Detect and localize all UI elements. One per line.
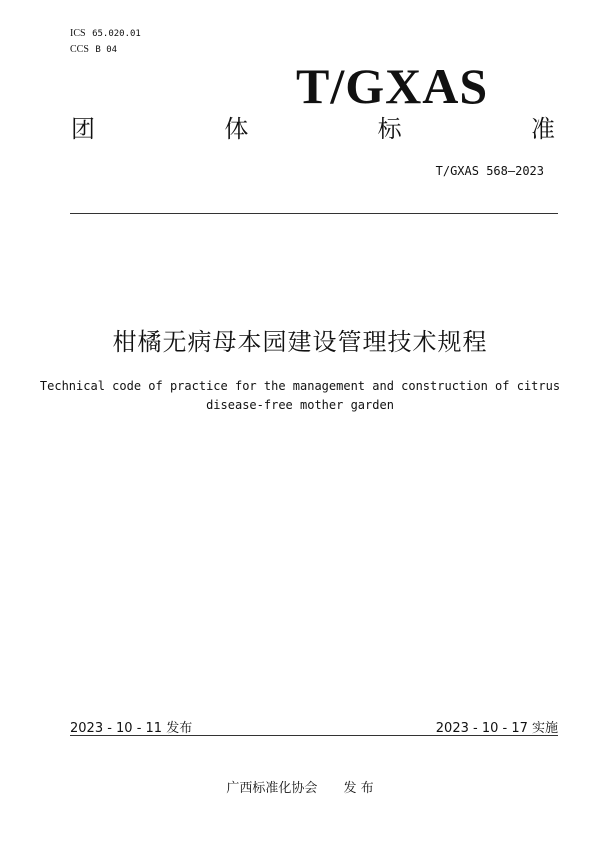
title-english-line: disease-free mother garden (206, 398, 394, 412)
standard-type-char: 团 (71, 115, 95, 143)
ics-label: ICS (70, 28, 86, 39)
title-chinese: 柑橘无病母本园建设管理技术规程 (112, 328, 488, 356)
ics-classification (70, 28, 141, 39)
bottom-divider (70, 735, 558, 736)
title-english (0, 377, 600, 415)
issue-date: 2023 - 10 - 11 发布 (70, 721, 193, 736)
ccs-label: CCS (70, 44, 89, 55)
organization-mark: T/GXAS (296, 58, 489, 114)
publisher-name: 广西标准化协会 (226, 781, 318, 796)
standard-type-char: 体 (224, 115, 249, 143)
ics-code: 65.020.01 (92, 29, 141, 39)
title-english-line: Technical code of practice for the management and construction of citrus (39, 379, 561, 393)
standard-type (68, 114, 558, 144)
ccs-classification (70, 44, 117, 55)
ccs-code: B 04 (95, 45, 118, 55)
standard-type-char: 标 (377, 115, 402, 143)
publisher (0, 777, 600, 796)
publisher-action: 发 布 (343, 781, 374, 796)
standard-number: T/GXAS 568—2023 (435, 164, 544, 178)
top-divider (70, 213, 558, 214)
standard-type-char: 准 (530, 115, 555, 143)
implementation-date: 2023 - 10 - 17 实施 (435, 721, 558, 736)
